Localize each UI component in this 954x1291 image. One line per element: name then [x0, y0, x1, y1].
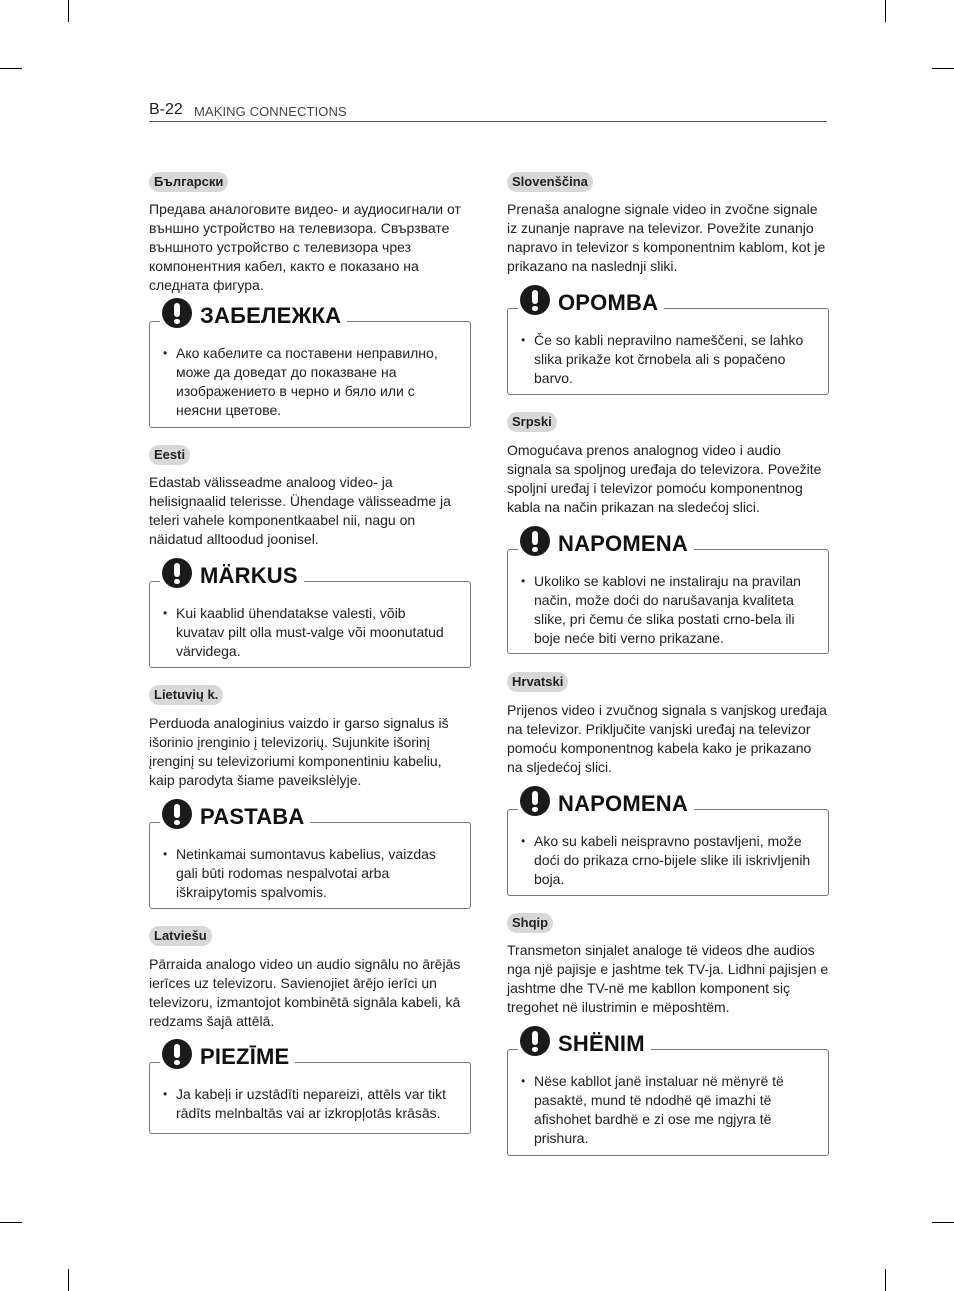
crop-mark [68, 0, 69, 22]
crop-mark [932, 68, 954, 69]
note-box [507, 531, 829, 654]
crop-mark [885, 0, 886, 22]
crop-mark [68, 1269, 69, 1291]
note-header [160, 559, 304, 593]
language-badge: Slovenščina [507, 172, 593, 192]
language-badge: Srpski [507, 412, 557, 432]
note-title: NAPOMENA [558, 791, 688, 816]
note-title: ЗАБЕЛЕЖКА [200, 303, 342, 328]
note-box [149, 1044, 471, 1134]
note-title: NAPOMENA [558, 531, 688, 556]
warning-icon [162, 558, 192, 588]
language-badge: Eesti [149, 445, 190, 465]
note-title: PASTABA [200, 804, 305, 829]
note-text: • Ukoliko se kablovi ne instaliraju na pravilan način, može doći do narušavanja kvaliteta slike, pri čemu će slika postati crno-bela ili boje neće biti verno prikazane. [521, 573, 801, 646]
note-header [518, 286, 664, 320]
note-box [507, 290, 829, 395]
note-header [160, 299, 347, 333]
language-paragraph: Omogućava prenos analognog video i audio signala sa spoljnog uređaja do televizora. Povežite spoljni uređaj i televizor pomoću komponentnog kabla na način prikazan na sledećoj slici. [507, 442, 822, 515]
language-badge: Latviešu [149, 926, 212, 946]
warning-icon [520, 526, 550, 556]
note-box [149, 804, 471, 909]
crop-mark [932, 1222, 954, 1223]
language-paragraph: Pārraida analogo video un audio signālu no ārējās ierīces uz televizoru. Savienojiet ārējo ierīci un televizoru, izmantojot kombinētā signāla kabeli, kā redzams šajā attēlā. [149, 956, 461, 1029]
note-text: • Netinkamai sumontavus kabelius, vaizdas gali būti rodomas nespalvotai arba iškraipytomis spalvomis. [163, 846, 436, 900]
crop-mark [0, 68, 22, 69]
note-header [160, 800, 310, 834]
page-header [149, 100, 827, 122]
crop-mark [885, 1269, 886, 1291]
note-box [149, 303, 471, 428]
section-title: MAKING CONNECTIONS [194, 104, 347, 119]
note-header [518, 527, 694, 561]
note-box [149, 563, 471, 668]
warning-icon [520, 1026, 550, 1056]
page-number: B-22 [149, 101, 183, 118]
note-header [518, 1027, 651, 1061]
note-text: • Ако кабелите са поставени неправилно, може да доведат до показване на изображението в черно и бяло или с неясни цветове. [163, 345, 438, 418]
language-badge: Lietuvių k. [149, 685, 223, 705]
language-paragraph: Edastab välisseadme analoog video- ja helisignaalid telerisse. Ühendage välisseadme ja teleri vahele komponentkaabel nii, nagu on näidatud alltoodud joonisel. [149, 474, 451, 547]
warning-icon [520, 285, 550, 315]
warning-icon [162, 799, 192, 829]
note-title: MÄRKUS [200, 563, 298, 588]
note-header [518, 787, 694, 821]
warning-icon [162, 298, 192, 328]
language-badge: Hrvatski [507, 672, 568, 692]
language-paragraph: Предава аналоговите видео- и аудиосигнали от външно устройство на телевизора. Свързвате външното устройство с телевизора чрез компонентния кабел, както е показано на следната фигура. [149, 201, 461, 293]
note-box [507, 791, 829, 896]
language-paragraph: Transmeton sinjalet analoge të videos dhe audios nga një pajisje e jashtme tek TV-ja. Lidhni pajisjen e jashtme dhe TV-në me kabllon komponent siç tregohet në ilustrimin e mëposhtëm. [507, 942, 829, 1015]
note-box [507, 1031, 829, 1156]
warning-icon [520, 786, 550, 816]
note-title: SHËNIM [558, 1031, 645, 1056]
note-text: • Kui kaablid ühendatakse valesti, võib kuvatav pilt olla must-valge või moonutatud värvidega. [163, 605, 444, 659]
language-paragraph: Perduoda analoginius vaizdo ir garso signalus iš išorinio įrenginio į televizorių. Sujunkite išorinį įrenginį su televizoriumi komponentiniu kabeliu, kaip parodyta šiame paveikslėlyje. [149, 715, 449, 788]
note-text: • Ako su kabeli neispravno postavljeni, može doći do prikaza crno-bijele slike ili iskrivljenih boja. [521, 833, 811, 887]
note-text: • Ja kabeļi ir uzstādīti nepareizi, attēls var tikt rādīts melnbaltās vai ar izkropļotās krāsās. [163, 1086, 447, 1121]
note-text: • Če so kabli nepravilno nameščeni, se lahko slika prikaže kot črnobela ali s popačeno barvo. [521, 332, 804, 386]
warning-icon [162, 1039, 192, 1069]
crop-mark [0, 1222, 22, 1223]
note-title: PIEZĪME [200, 1044, 290, 1069]
note-title: OPOMBA [558, 290, 659, 315]
language-paragraph: Prijenos video i zvučnog signala s vanjskog uređaja na televizor. Priključite vanjski uređaj na televizor pomoću komponentnog kabela kako je prikazano na sljedećoj slici. [507, 702, 827, 775]
note-header [160, 1040, 295, 1074]
note-text: • Nëse kabllot janë instaluar në mënyrë të pasaktë, mund të ndodhë që imazhi të afishohet bardhë e zi ose me ngjyra të prishura. [521, 1073, 784, 1146]
language-paragraph: Prenaša analogne signale video in zvočne signale iz zunanje naprave na televizor. Povežite zunanjo napravo in televizor s komponentnim kablom, kot je prikazano na naslednji sliki. [507, 201, 826, 274]
language-badge: Shqip [507, 913, 553, 933]
language-badge: Български [149, 172, 228, 192]
